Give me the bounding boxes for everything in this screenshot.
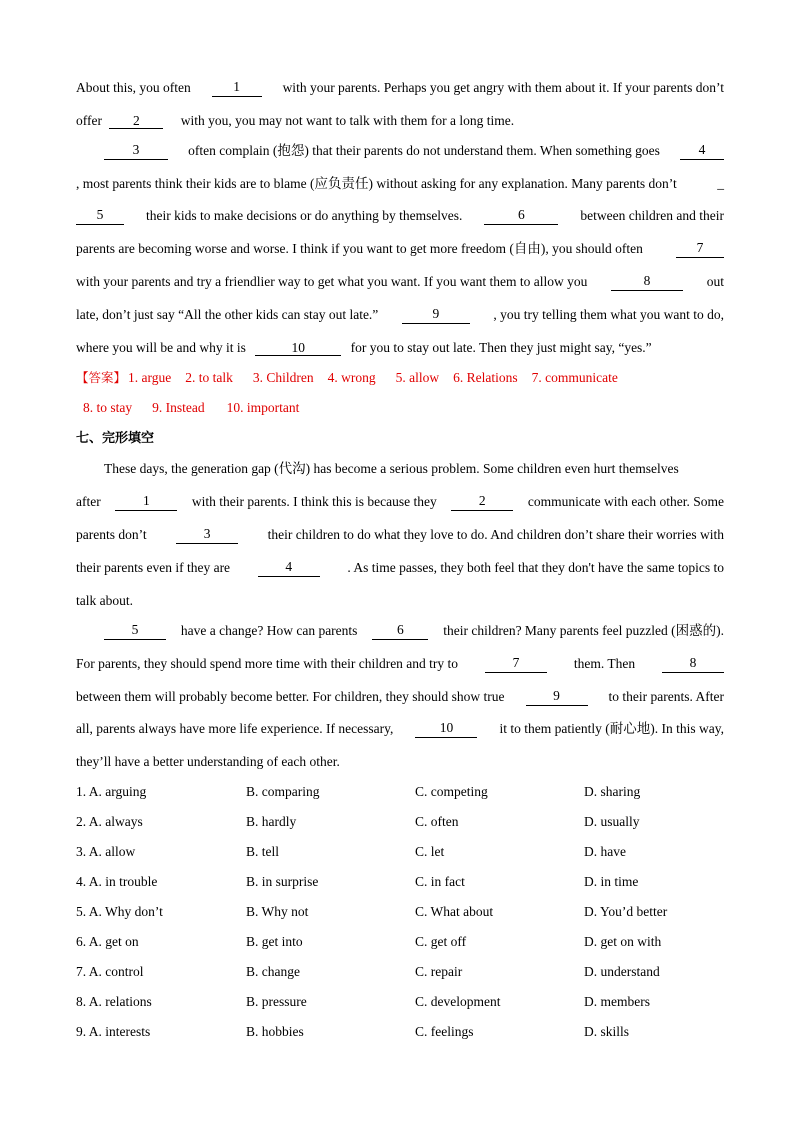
blank-1: 1 (212, 79, 262, 97)
text: their parents even if they are (76, 560, 231, 575)
answer-item: 10. important (226, 400, 300, 415)
answer-item: 5. allow (395, 370, 440, 385)
option-b: B. Why not (246, 904, 309, 919)
text: late, don’t just say “All the other kids can stay out late.” (76, 307, 379, 322)
blank-9: 9 (402, 306, 470, 324)
text: often complain (抱怨) that their parents do not understand them. When something goes (188, 143, 660, 158)
option-c: C. get off (415, 934, 467, 949)
passage2-line-8 (76, 688, 724, 706)
answer-item: 1. argue (128, 370, 172, 385)
option-d: D. understand (584, 964, 660, 979)
blank-3: 3 (176, 526, 238, 544)
option-d: D. have (584, 844, 626, 859)
option-b: B. hobbies (246, 1024, 304, 1039)
text: with your parents and try a friendlier way to get what you want. If you want them to allow you (76, 274, 588, 289)
answer-item: 2. to talk (185, 370, 233, 385)
passage1-line-6 (76, 240, 724, 258)
answer-key-line-2 (83, 399, 731, 417)
option-b: B. hardly (246, 814, 297, 829)
text: all, parents always have more life experience. If necessary, (76, 721, 394, 736)
option-d: D. sharing (584, 784, 641, 799)
text: with their parents. I think this is because they (191, 494, 437, 509)
text: their children? Many parents feel puzzled (困惑的). (443, 623, 724, 638)
text: to their parents. After (608, 689, 724, 704)
option-a: 2. A. always (76, 814, 143, 829)
answer-item: 7. communicate (531, 370, 618, 385)
passage1-line-5 (76, 207, 724, 225)
blank-3: 3 (104, 142, 168, 160)
blank-4: 4 (258, 559, 320, 577)
passage2-line-2 (76, 493, 724, 511)
passage1-line-1 (76, 79, 724, 97)
option-d: D. You’d better (584, 904, 668, 919)
text: have a change? How can parents (180, 623, 358, 638)
text: with you, you may not want to talk with them for a long time. (180, 113, 515, 128)
text: _ (717, 176, 724, 191)
option-d: D. skills (584, 1024, 630, 1039)
option-c: C. What about (415, 904, 494, 919)
option-b: B. comparing (246, 784, 320, 799)
blank-8: 8 (662, 655, 724, 673)
blank-10: 10 (255, 340, 341, 356)
blank-6: 6 (372, 622, 428, 640)
option-row-4 (76, 873, 756, 891)
option-c: C. repair (415, 964, 463, 979)
text: between them will probably become better. For children, they should show true (76, 689, 505, 704)
option-a: 6. A. get on (76, 934, 139, 949)
text: communicate with each other. Some (527, 494, 724, 509)
option-c: C. competing (415, 784, 488, 799)
option-row-1 (76, 783, 756, 801)
option-a: 4. A. in trouble (76, 874, 158, 889)
text: with your parents. Perhaps you get angry with them about it. If your parents don’t (282, 80, 724, 95)
text: between children and their (580, 208, 724, 223)
blank-8: 8 (611, 273, 683, 291)
passage1-line-3 (104, 142, 724, 160)
option-c: C. let (415, 844, 445, 859)
blank-6: 6 (484, 207, 558, 225)
text: offer (76, 113, 102, 128)
answer-item: 8. to stay (83, 400, 133, 415)
blank-10: 10 (415, 720, 477, 738)
answer-key-line-1 (76, 369, 724, 387)
blank-4: 4 (680, 142, 724, 160)
passage2-line-1 (104, 460, 724, 478)
answer-item: 9. Instead (152, 400, 205, 415)
passage1-line-7 (76, 273, 724, 291)
option-d: D. get on with (584, 934, 662, 949)
passage2-line-4 (76, 559, 724, 577)
passage1-line-8 (76, 306, 724, 324)
text: where you will be and why it is (76, 340, 246, 355)
blank-7: 7 (676, 240, 724, 258)
text: , you try telling them what you want to do, (493, 307, 724, 322)
option-row-6 (76, 933, 756, 951)
text: after (76, 494, 101, 509)
answer-item: 6. Relations (453, 370, 518, 385)
option-c: C. often (415, 814, 459, 829)
option-a: 7. A. control (76, 964, 144, 979)
text: it to them patiently (耐心地). In this way, (499, 721, 724, 736)
option-d: D. usually (584, 814, 640, 829)
blank-1: 1 (115, 493, 177, 511)
option-b: B. in surprise (246, 874, 319, 889)
passage2-line-7 (76, 655, 724, 673)
text: them. Then (573, 656, 636, 671)
text: These days, the generation gap (代沟) has become a serious problem. Some children even hurt themselves (104, 461, 679, 476)
passage2-line-6 (104, 622, 724, 640)
blank-5: 5 (76, 207, 124, 225)
blank-5: 5 (104, 622, 166, 640)
passage1-line-9 (76, 339, 724, 357)
passage2-line-10 (76, 753, 724, 771)
text: parents are becoming worse and worse. I think if you want to get more freedom (自由), you should often (76, 241, 643, 256)
option-row-3 (76, 843, 756, 861)
option-row-7 (76, 963, 756, 981)
passage2-line-3 (76, 526, 724, 544)
passage2-line-9 (76, 720, 724, 738)
text: parents don’t (76, 527, 147, 542)
option-a: 3. A. allow (76, 844, 136, 859)
option-a: 1. A. arguing (76, 784, 147, 799)
answer-tag: 【答案】 (76, 370, 127, 385)
passage1-line-4 (76, 175, 724, 193)
blank-9: 9 (526, 688, 588, 706)
option-d: D. in time (584, 874, 639, 889)
option-row-2 (76, 813, 756, 831)
blank-2: 2 (109, 113, 163, 129)
option-row-8 (76, 993, 756, 1011)
text: About this, you often (76, 80, 191, 95)
text: out (706, 274, 724, 289)
option-d: D. members (584, 994, 650, 1009)
text: they’ll have a better understanding of each other. (76, 754, 340, 769)
option-b: B. change (246, 964, 300, 979)
option-c: C. in fact (415, 874, 465, 889)
option-a: 9. A. interests (76, 1024, 151, 1039)
blank-7: 7 (485, 655, 547, 673)
text: , most parents think their kids are to blame (应负责任) without asking for any explanation. Many parents don’t (76, 176, 677, 191)
option-row-9 (76, 1023, 756, 1041)
option-a: 8. A. relations (76, 994, 152, 1009)
passage2-line-5 (76, 592, 724, 610)
text: for you to stay out late. Then they just might say, “yes.” (350, 340, 652, 355)
option-a: 5. A. Why don’t (76, 904, 163, 919)
option-b: B. pressure (246, 994, 307, 1009)
answer-item: 4. wrong (327, 370, 376, 385)
option-row-5 (76, 903, 756, 921)
option-c: C. feelings (415, 1024, 474, 1039)
passage1-line-2 (76, 112, 724, 130)
blank-2: 2 (451, 493, 513, 511)
option-b: B. get into (246, 934, 303, 949)
text: their kids to make decisions or do anything by themselves. (145, 208, 463, 223)
text: talk about. (76, 593, 133, 608)
answer-item: 3. Children (252, 370, 314, 385)
text: . As time passes, they both feel that they don't have the same topics to (347, 560, 724, 575)
option-c: C. development (415, 994, 501, 1009)
text: For parents, they should spend more time with their children and try to (76, 656, 459, 671)
option-b: B. tell (246, 844, 279, 859)
text: their children to do what they love to do. And children don’t share their worries with (267, 527, 724, 542)
section-heading: 七、完形填空 (76, 431, 155, 446)
